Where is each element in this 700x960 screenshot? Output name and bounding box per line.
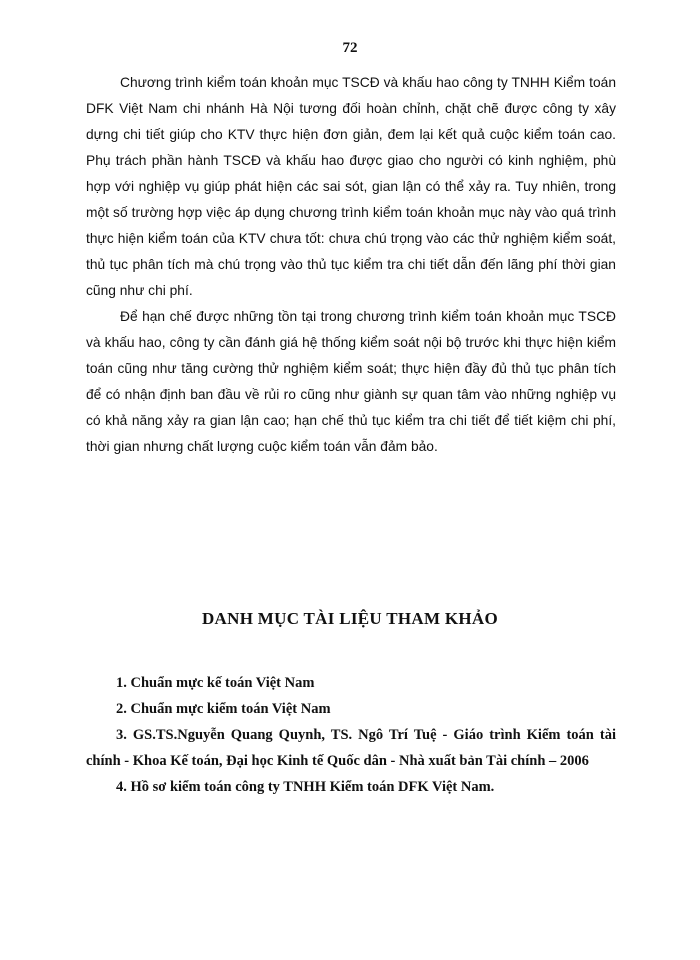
body-paragraph: Chương trình kiểm toán khoản mục TSCĐ và khấu hao công ty TNHH Kiểm toán DFK Việt Nam chi nhánh Hà Nội tương đối hoàn chỉnh, chặt chẽ được công ty xây dựng chi tiết giúp cho KTV thực hiện đơn giản, đem lại kết quả cuộc kiểm toán cao. Phụ trách phần hành TSCĐ và khấu hao được giao cho người có kinh nghiệm, phù hợp với nghiệp vụ giúp phát hiện các sai sót, gian lận có thể xảy ra. Tuy nhiên, trong một số trường hợp việc áp dụng chương trình kiểm toán khoản mục này vào quá trình thực hiện kiểm toán của KTV chưa tốt: chưa chú trọng vào các thử nghiệm kiểm soát, thủ tục phân tích mà chú trọng vào thủ tục kiểm tra chi tiết dẫn đến lãng phí thời gian cũng như chi phí. [86,75,616,298]
references-heading: DANH MỤC TÀI LIỆU THAM KHẢO [201,609,499,628]
references-list [86,670,616,800]
body-paragraph-block-2 [86,304,616,460]
body-paragraph-block-1 [86,70,616,304]
reference-item: 3. GS.TS.Nguyễn Quang Quynh, TS. Ngô Trí Tuệ - Giáo trình Kiểm toán tài chính - Khoa Kế toán, Đại học Kinh tế Quốc dân - Nhà xuất bản Tài chính – 2006 [86,727,616,769]
reference-item: 4. Hồ sơ kiểm toán công ty TNHH Kiểm toán DFK Việt Nam. [116,779,495,795]
reference-item: 1. Chuẩn mực kế toán Việt Nam [116,675,315,691]
page-number: 72 [342,40,358,56]
reference-item: 2. Chuẩn mực kiểm toán Việt Nam [116,701,331,717]
body-paragraph: Để hạn chế được những tồn tại trong chương trình kiểm toán khoản mục TSCĐ và khấu hao, công ty cần đánh giá hệ thống kiểm soát nội bộ trước khi thực hiện kiểm toán cũng như tăng cường thử nghiệm kiểm soát; thực hiện đầy đủ thủ tục phân tích để có nhận định ban đầu về rủi ro cũng như giành sự quan tâm vào những nghiệp vụ có khả năng xảy ra gian lận cao; hạn chế thủ tục kiểm tra chi tiết để tiết kiệm chi phí, thời gian nhưng chất lượng cuộc kiểm toán vẫn đảm bảo. [86,309,616,454]
